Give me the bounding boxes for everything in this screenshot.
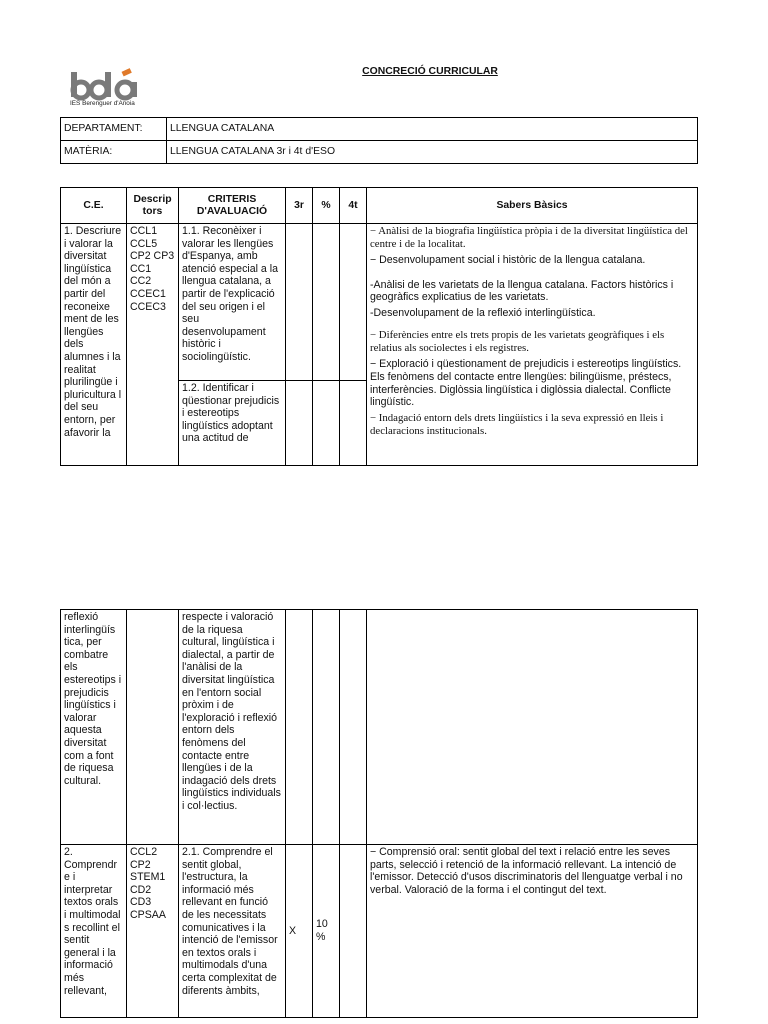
- info-table: [60, 117, 698, 164]
- saber-item: − Indagació entorn dels drets lingüístics i la seva expressió en lleis i declaracions institucionals.: [370, 411, 664, 437]
- year3-cell: X: [286, 845, 313, 1018]
- logo-caption: IES Berenguer d'Anoia: [70, 100, 135, 107]
- subject-row: [61, 141, 698, 164]
- subject-value: LLENGUA CATALANA 3r i 4t d'ESO: [167, 141, 698, 164]
- criterion-cell: 1.2. Identificar i qüestionar prejudicis i estereotips lingüístics adoptant una actitud de: [179, 381, 286, 466]
- criterion-cell: respecte i valoració de la riquesa cultural, lingüística i dialectal, a partir de l'anàlisi de la diversitat lingüística en l'entorn social pròxim i de l'exploració i reflexió entorn dels fenòmens del contacte entre llengües i de la indagació dels drets lingüístics individuals i col·lectius.: [179, 610, 286, 845]
- ce-cell: 1. Descriure i valorar la diversitat lingüística del món a partir del reconeixe ment de les llengües dels alumnes i la realitat plurilingüe i pluricultura l del seu entorn, per afavorir la: [61, 224, 127, 466]
- curriculum-table-continued: [60, 609, 698, 1018]
- descriptors-cell: CCL1 CCL5 CP2 CP3 CC1 CC2 CCEC1 CCEC3: [127, 224, 179, 466]
- percent-cell: 10 %: [313, 845, 340, 1018]
- table-row: [61, 224, 698, 381]
- saber-item: -Anàlisi de les varietats de la llengua catalana. Factors històrics i geogràfics explicatius de les varietats.: [370, 278, 674, 304]
- criterion-cell: 1.1. Reconèixer i valorar les llengües d'Espanya, amb atenció especial a la llengua catalana, a partir de l'explicació del seu origen i el seu desenvolupament històric i sociolingüístic.: [179, 224, 286, 381]
- table-row: [61, 610, 698, 845]
- year3-cell: [286, 610, 313, 845]
- table-row: [61, 845, 698, 1018]
- criterion-cell: 2.1. Comprendre el sentit global, l'estructura, la informació més rellevant en funció de les necessitats comunicatives i la intenció de l'emissor en textos orals i multimodals d'una certa complexitat de diferents àmbits,: [179, 845, 286, 1018]
- year4-cell: [340, 224, 367, 381]
- year3-cell: [286, 381, 313, 466]
- year3-cell: [286, 224, 313, 381]
- saber-item: − Anàlisi de la biografia lingüística pròpia i de la diversitat lingüística del centre i de la localitat.: [370, 225, 688, 250]
- saber-item: − Desenvolupament social i històric de la llengua catalana.: [370, 254, 646, 266]
- department-label: DEPARTAMENT:: [61, 118, 167, 141]
- header-descriptors: Descrip tors: [127, 188, 179, 224]
- header-sabers: Sabers Bàsics: [367, 188, 698, 224]
- year4-cell: [340, 610, 367, 845]
- descriptors-cell: CCL2 CP2 STEM1 CD2 CD3 CPSAA: [127, 845, 179, 1018]
- subject-label: MATÈRIA:: [61, 141, 167, 164]
- department-value: LLENGUA CATALANA: [167, 118, 698, 141]
- descriptors-cell: [127, 610, 179, 845]
- sabers-cell: − Comprensió oral: sentit global del text i relació entre les seves parts, selecció i retenció de la informació rellevant. La intenció de l'emissor. Detecció d'usos discriminatoris del llenguatge verbal i no verbal. Valoració de la forma i el contingut del text.: [367, 845, 698, 1018]
- ce-cell: 2. Comprendr e i interpretar textos orals i multimodal s recollint el sentit general i la informació més rellevant,: [61, 845, 127, 1018]
- percent-cell: [313, 381, 340, 466]
- year4-cell: [340, 381, 367, 466]
- header-3r: 3r: [286, 188, 313, 224]
- sabers-cell: [367, 610, 698, 845]
- sabers-cell: [367, 224, 698, 466]
- saber-item: − Diferències entre els trets propis de les varietats geogràfiques i els relatius als sociolectes i els registres.: [370, 329, 665, 355]
- year4-cell: [340, 845, 367, 1018]
- header-criteria: CRITERIS D'AVALUACIÓ: [179, 188, 286, 224]
- ce-cell: reflexió interlingüís tica, per combatre els estereotips i prejudicis lingüístics i valorar aquesta diversitat com a font de riquesa cultural.: [61, 610, 127, 845]
- header-percent: %: [313, 188, 340, 224]
- percent-cell: [313, 610, 340, 845]
- table-header-row: [61, 188, 698, 224]
- header-ce: C.E.: [61, 188, 127, 224]
- curriculum-table: [60, 187, 698, 466]
- department-row: [61, 118, 698, 141]
- header-4t: 4t: [340, 188, 367, 224]
- percent-cell: [313, 224, 340, 381]
- saber-item: -Desenvolupament de la reflexió interlingüística.: [370, 306, 596, 319]
- saber-item: − Exploració i qüestionament de prejudicis i estereotips lingüístics. Els fenòmens del contacte entre llengües: bilingüisme, préstecs, interferències. Diglòssia lingüística i diglòssia dialectal. Conflicte lingüístic.: [370, 358, 682, 409]
- document-title: CONCRECIÓ CURRICULAR: [362, 66, 498, 77]
